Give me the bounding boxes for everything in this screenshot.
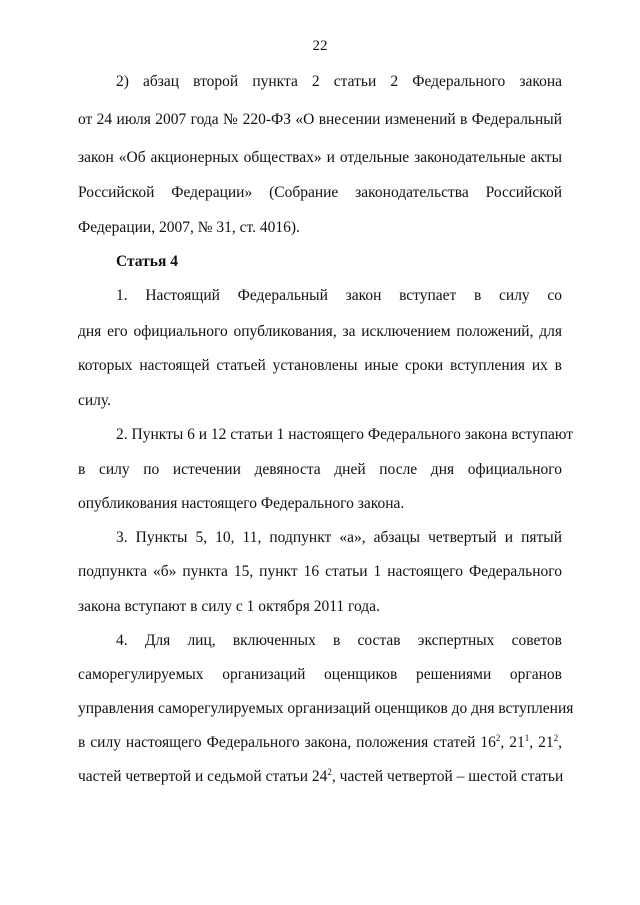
paragraph-line: силу. xyxy=(78,392,111,409)
paragraph-line: дня его официального опубликования, за исключением положений, для xyxy=(78,323,562,340)
superscript: 2 xyxy=(495,732,501,743)
paragraph-line: управления саморегулируемых организаций оценщиков до дня вступления xyxy=(78,700,574,717)
paragraph-line xyxy=(78,733,562,753)
paragraph-line: закона вступают в силу с 1 октября 2011 года. xyxy=(78,598,380,615)
line-text: , xyxy=(558,734,563,751)
superscript: 2 xyxy=(327,766,332,777)
paragraph-line: в силу по истечении девяноста дней после дня официального xyxy=(78,461,562,478)
page-number: 22 xyxy=(312,38,328,54)
line-text: , 21 xyxy=(500,734,525,751)
paragraph-line: Федерации, 2007, № 31, ст. 4016). xyxy=(78,219,300,236)
superscript: 2 xyxy=(553,732,559,743)
paragraph-line: закон «Об акционерных обществах» и отдельные законодательные акты xyxy=(78,149,562,166)
article-heading: Статья 4 xyxy=(116,253,178,270)
paragraph-line: 2. Пункты 6 и 12 статьи 1 настоящего Федерального закона вступают xyxy=(116,426,574,443)
paragraph-line: опубликования настоящего Федерального закона. xyxy=(78,495,405,512)
line-text: частей четвертой и седьмой статьи 24 xyxy=(78,768,328,785)
paragraph-line: 1. Настоящий Федеральный закон вступает в силу со xyxy=(116,287,562,304)
line-text: , 21 xyxy=(529,734,554,751)
paragraph-line: которых настоящей статьей установлены иные сроки вступления их в xyxy=(78,357,562,374)
paragraph-line: от 24 июля 2007 года № 220-ФЗ «О внесении изменений в Федеральный xyxy=(78,111,562,128)
paragraph-line: подпункта «б» пункта 15, пункт 16 статьи 1 настоящего Федерального xyxy=(78,563,562,580)
paragraph-line: 3. Пункты 5, 10, 11, подпункт «а», абзацы четвертый и пятый xyxy=(116,529,562,546)
paragraph-line: саморегулируемых организаций оценщиков решениями органов xyxy=(78,666,562,683)
superscript: 1 xyxy=(524,732,530,743)
line-text: , частей четвертой – шестой статьи xyxy=(331,768,564,785)
paragraph-line xyxy=(78,767,562,787)
line-text: в силу настоящего Федерального закона, положения статей 16 xyxy=(78,734,496,751)
paragraph-line: 2) абзац второй пункта 2 статьи 2 Федерального закона xyxy=(116,73,562,90)
paragraph-line: 4. Для лиц, включенных в состав экспертных советов xyxy=(116,632,562,649)
paragraph-line: Российской Федерации» (Собрание законодательства Российской xyxy=(78,184,562,201)
